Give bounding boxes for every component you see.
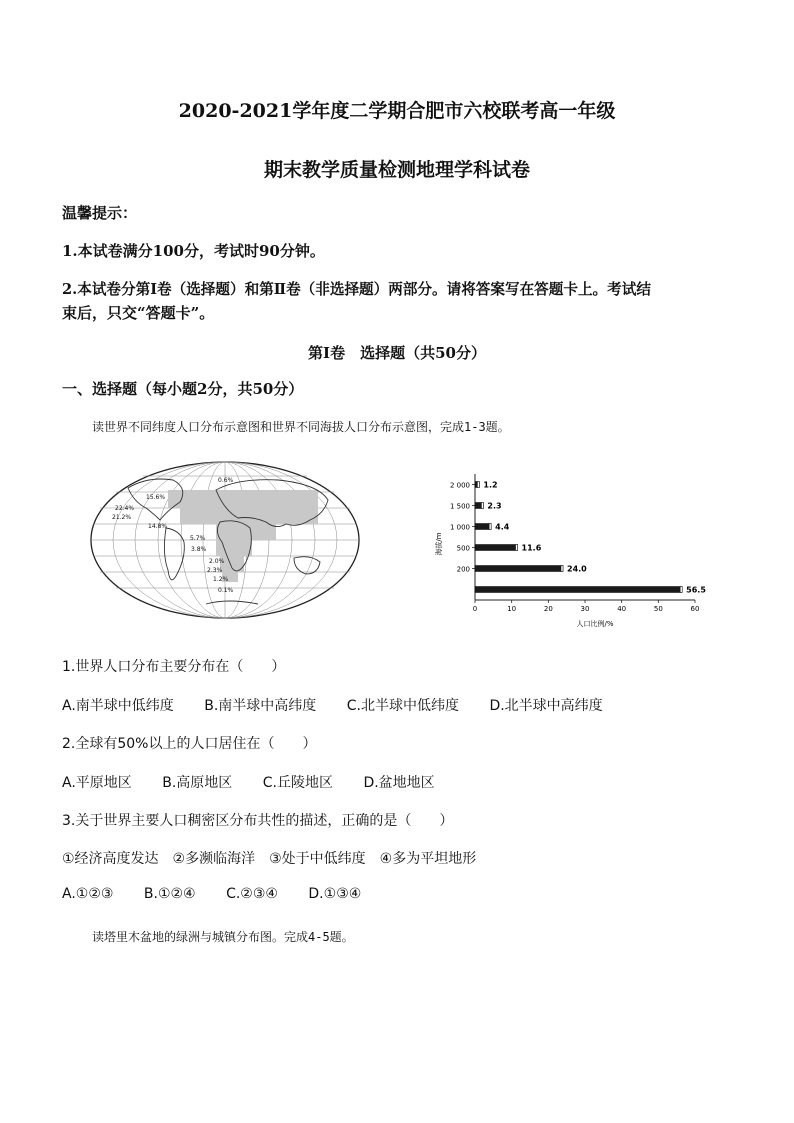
x-tick-label: 20 <box>543 605 553 613</box>
bar <box>475 545 518 551</box>
x-tick-label: 10 <box>507 605 517 613</box>
world-latitude-population-map <box>88 458 363 623</box>
question-1-options <box>62 695 629 715</box>
y-tick-label: 500 <box>456 544 470 553</box>
bar <box>475 566 563 572</box>
bar <box>475 524 491 530</box>
x-axis-title: 人口比例/% <box>576 620 614 628</box>
map-label: 0.6% <box>218 477 234 484</box>
map-label: 0.1% <box>218 587 234 594</box>
map-label: 2.0% <box>209 558 225 565</box>
bar-end-cap <box>477 482 479 488</box>
bar-end-cap <box>481 503 483 509</box>
x-tick-label: 60 <box>690 605 700 613</box>
question-2-option-b[interactable]: B.高原地区 <box>162 775 233 791</box>
bar-value-label: 2.3 <box>487 501 502 511</box>
tips-heading: 温馨提示： <box>62 204 138 222</box>
intro-questions-4-5: 读塔里木盆地的绿洲与城镇分布图。完成4-5题。 <box>92 930 354 944</box>
bar-end-cap <box>489 524 491 530</box>
tip-item-2-line1: 2.本试卷分第Ⅰ卷（选择题）和第Ⅱ卷（非选择题）两部分。请将答案写在答题卡上。考试结 <box>62 281 651 298</box>
intro-questions-1-3: 读世界不同纬度人口分布示意图和世界不同海拔人口分布示意图，完成1-3题。 <box>92 420 510 434</box>
question-3-statements: ①经济高度发达 ②多濒临海洋 ③处于中低纬度 ④多为平坦地形 <box>62 851 477 867</box>
question-3-option-a[interactable]: A.①②③ <box>62 886 114 902</box>
bar-end-cap <box>680 587 682 593</box>
question-2-stem: 2.全球有50%以上的人口居住在（ ） <box>62 736 317 752</box>
bar-end-cap <box>561 566 563 572</box>
map-label: 15.6% <box>146 494 166 501</box>
part-title: 一、选择题（每小题2分，共50分） <box>62 380 304 398</box>
question-2-option-c[interactable]: C.丘陵地区 <box>262 775 333 791</box>
bar-value-label: 56.5 <box>686 585 706 595</box>
map-label: 22.4% <box>115 505 135 512</box>
x-tick-label: 30 <box>580 605 590 613</box>
y-tick-label: 1 000 <box>449 523 470 532</box>
y-tick-label: 200 <box>456 565 470 574</box>
map-label: 1.2% <box>213 576 229 583</box>
bar-value-label: 4.4 <box>495 522 510 532</box>
x-tick-label: 0 <box>472 605 478 613</box>
question-1-option-c[interactable]: C.北半球中低纬度 <box>346 698 459 714</box>
y-tick-label: 2 000 <box>449 481 470 490</box>
question-1-stem: 1.世界人口分布主要分布在（ ） <box>62 659 286 675</box>
question-2-options <box>62 772 461 792</box>
question-3-option-d[interactable]: D.①③④ <box>308 886 362 902</box>
question-3-option-c[interactable]: C.②③④ <box>226 886 278 902</box>
y-axis-title: 海拔/m <box>435 532 443 556</box>
tip-item-2-line2: 束后，只交“答题卡”。 <box>62 304 215 322</box>
map-label: 3.8% <box>191 546 207 553</box>
bar-end-cap <box>516 545 518 551</box>
question-3-stem: 3.关于世界主要人口稠密区分布共性的描述，正确的是（ ） <box>62 813 454 829</box>
map-label: 14.8% <box>148 523 168 530</box>
question-1-option-b[interactable]: B.南半球中高纬度 <box>204 698 317 714</box>
question-3-options <box>62 886 387 902</box>
question-1-option-a[interactable]: A.南半球中低纬度 <box>62 698 174 714</box>
question-3-option-b[interactable]: B.①②④ <box>143 886 196 902</box>
bar-value-label: 24.0 <box>567 564 587 574</box>
exam-title-line2: 期末教学质量检测地理学科试卷 <box>263 159 530 181</box>
question-1-option-d[interactable]: D.北半球中高纬度 <box>489 698 603 714</box>
tip-item-1: 1.本试卷满分100分，考试时90分钟。 <box>62 242 325 260</box>
altitude-population-chart <box>425 468 725 630</box>
question-2-option-d[interactable]: D.盆地地区 <box>363 775 435 791</box>
map-label: 21.2% <box>112 514 132 521</box>
x-tick-label: 40 <box>617 605 627 613</box>
map-label: 2.3% <box>207 567 223 574</box>
y-tick-label: 1 500 <box>449 502 470 511</box>
map-label: 5.7% <box>190 535 206 542</box>
x-tick-label: 50 <box>653 605 663 613</box>
bar-value-label: 1.2 <box>483 480 498 490</box>
bar <box>475 587 682 593</box>
exam-title-line1: 2020-2021学年度二学期合肥市六校联考高一年级 <box>178 100 616 122</box>
volume-title: 第Ⅰ卷 选择题（共50分） <box>308 344 486 362</box>
bar-value-label: 11.6 <box>521 543 542 553</box>
question-2-option-a[interactable]: A.平原地区 <box>62 775 132 791</box>
